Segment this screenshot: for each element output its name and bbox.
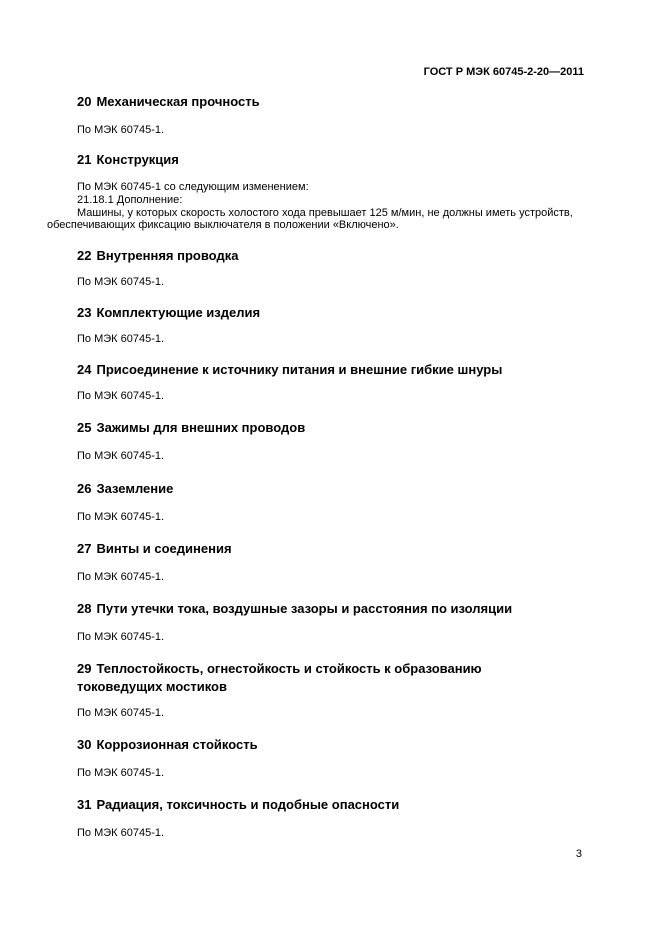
section-title: Комплектующие изделия: [96, 305, 261, 320]
section-number: 28: [77, 601, 92, 616]
section-title: Пути утечки тока, воздушные зазоры и расстояния по изоляции: [96, 601, 513, 616]
section-heading: [77, 304, 587, 322]
section-text: По МЭК 60745-1.: [77, 450, 165, 462]
section-text: По МЭК 60745-1.: [77, 631, 165, 643]
section-title-line-2: токоведущих мостиков: [77, 679, 227, 694]
section-text: По МЭК 60745-1.: [77, 827, 165, 839]
section-31: [77, 796, 587, 814]
section-title: Коррозионная стойкость: [96, 737, 258, 752]
section-number: 25: [77, 420, 92, 435]
section-heading: [77, 151, 587, 169]
section-number: 26: [77, 481, 92, 496]
section-number: 24: [77, 362, 92, 377]
section-title: Радиация, токсичность и подобные опасности: [96, 797, 400, 812]
section-text: По МЭК 60745-1.: [77, 333, 165, 345]
section-text: По МЭК 60745-1.: [77, 571, 165, 583]
section-24: [77, 361, 587, 379]
section-20: [77, 93, 587, 111]
section-heading: [77, 419, 587, 437]
section-heading: [77, 480, 587, 498]
section-number: 27: [77, 541, 92, 556]
section-text: По МЭК 60745-1 со следующим изменением:: [77, 181, 309, 193]
page-number: 3: [575, 848, 582, 860]
section-heading: [77, 660, 587, 678]
section-number: 20: [77, 94, 92, 109]
section-28: [77, 600, 587, 618]
section-number: 22: [77, 248, 92, 263]
section-title: Конструкция: [96, 152, 179, 167]
section-text: По МЭК 60745-1.: [77, 124, 165, 136]
section-title: Теплостойкость, огнестойкость и стойкость к образованию: [96, 661, 482, 676]
section-number: 23: [77, 305, 92, 320]
section-number: 30: [77, 737, 92, 752]
section-27: [77, 540, 587, 558]
section-21: [77, 151, 587, 169]
section-text: По МЭК 60745-1.: [77, 707, 165, 719]
section-30: [77, 736, 587, 754]
section-25: [77, 419, 587, 437]
section-heading: [77, 361, 587, 379]
section-heading: [77, 796, 587, 814]
section-number: 31: [77, 797, 92, 812]
section-heading: [77, 600, 587, 618]
section-text: По МЭК 60745-1.: [77, 390, 165, 402]
section-text: По МЭК 60745-1.: [77, 276, 165, 288]
section-title: Винты и соединения: [96, 541, 232, 556]
section-title: Внутренняя проводка: [96, 248, 239, 263]
clause-text-continuation: обеспечивающих фиксацию выключателя в положении «Включено».: [47, 219, 399, 231]
section-26: [77, 480, 587, 498]
section-heading: [77, 247, 587, 265]
clause-text: Машины, у которых скорость холостого хода превышает 125 м/мин, не должны иметь устройств,: [77, 207, 573, 219]
section-text: По МЭК 60745-1.: [77, 767, 165, 779]
section-29: [77, 660, 587, 696]
section-21-body: [77, 181, 573, 220]
clause-21-18-1: 21.18.1 Дополнение:: [77, 194, 183, 206]
section-text: По МЭК 60745-1.: [77, 511, 165, 523]
section-title: Зажимы для внешних проводов: [96, 420, 306, 435]
section-number: 29: [77, 661, 92, 676]
section-title: Присоединение к источнику питания и внешние гибкие шнуры: [96, 362, 503, 377]
section-22: [77, 247, 587, 265]
section-title: Механическая прочность: [96, 94, 260, 109]
section-heading: [77, 93, 587, 111]
document-header-standard: ГОСТ Р МЭК 60745-2-20—2011: [423, 66, 584, 78]
section-title: Заземление: [96, 481, 174, 496]
section-heading: [77, 540, 587, 558]
section-heading: [77, 736, 587, 754]
section-23: [77, 304, 587, 322]
section-number: 21: [77, 152, 92, 167]
